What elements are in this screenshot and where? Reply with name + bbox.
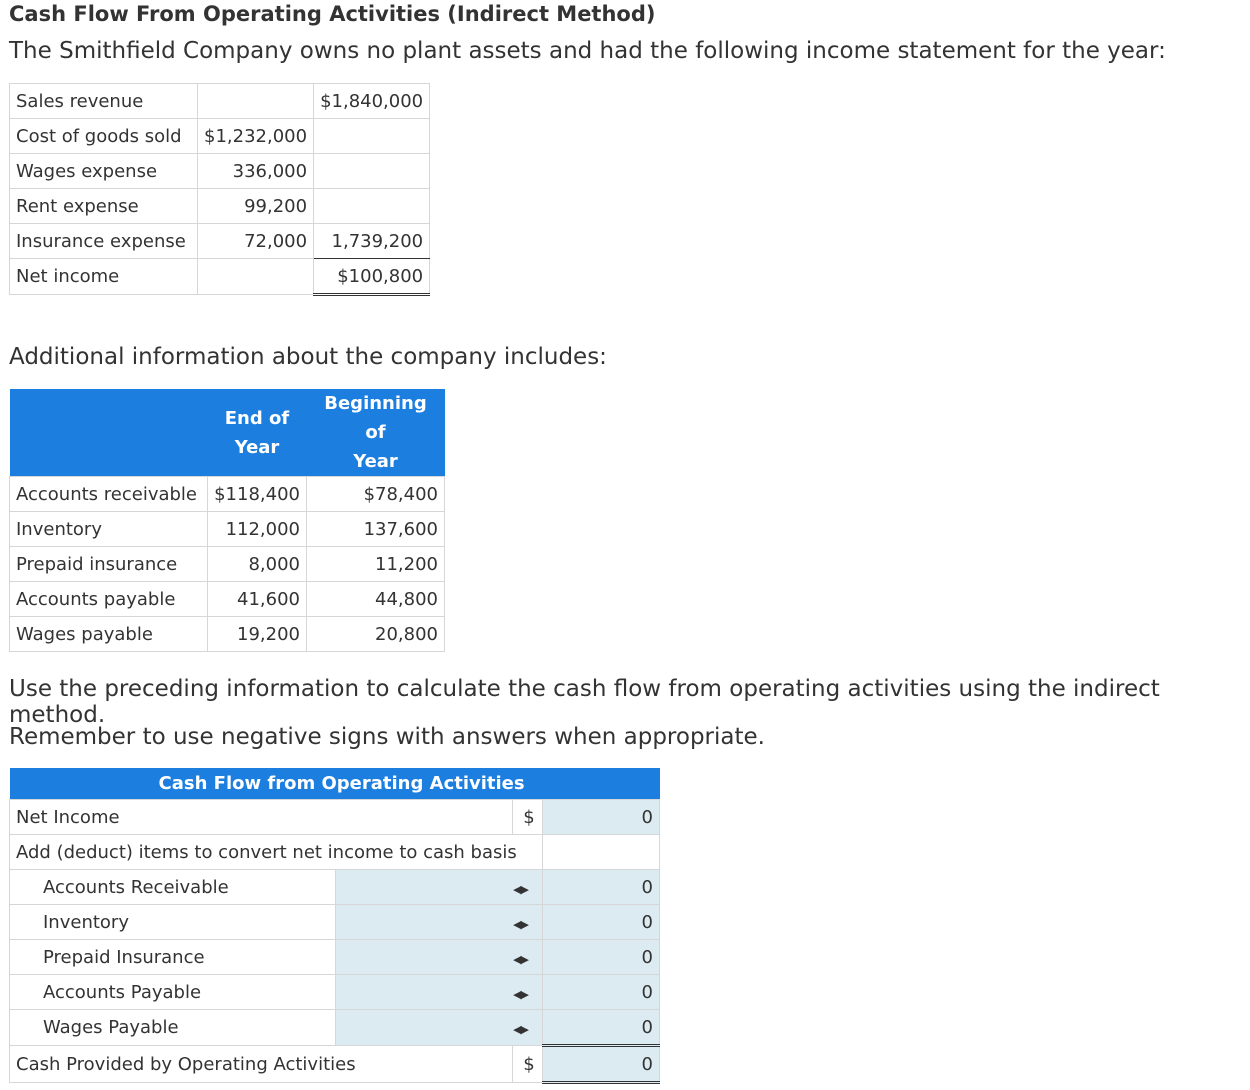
- currency-symbol: $: [513, 1046, 543, 1083]
- select-arrows-icon: ◀▶: [513, 917, 528, 931]
- begin-value: $78,400: [307, 477, 445, 512]
- table-row: [10, 582, 445, 617]
- col2-value: [314, 189, 430, 224]
- col1-value: [198, 84, 314, 119]
- table-row: [10, 617, 445, 652]
- begin-value: 11,200: [307, 547, 445, 582]
- table-row: [10, 119, 430, 154]
- increase-decrease-select[interactable]: [336, 975, 543, 1010]
- row-label: Rent expense: [10, 189, 198, 224]
- adjust-item-row: [10, 975, 660, 1010]
- item-label: Prepaid Insurance: [10, 940, 336, 975]
- row-label: Insurance expense: [10, 224, 198, 259]
- item-label: Wages Payable: [10, 1010, 336, 1046]
- net-income-input[interactable]: 0: [543, 800, 660, 835]
- adjust-item-row: [10, 940, 660, 975]
- header-beginning-of-year: [307, 389, 445, 477]
- adjust-item-row: [10, 870, 660, 905]
- total-input[interactable]: 0: [543, 1046, 660, 1083]
- adjust-label: Add (deduct) items to convert net income to cash basis: [10, 835, 543, 870]
- header-end-line2: Year: [234, 436, 280, 458]
- table-row: [10, 84, 430, 119]
- row-label: Accounts receivable: [10, 477, 208, 512]
- col2-value: [314, 154, 430, 189]
- col1-value: 99,200: [198, 189, 314, 224]
- additional-heading: Additional information about the company includes:: [9, 344, 607, 370]
- item-label: Accounts Payable: [10, 975, 336, 1010]
- begin-value: 44,800: [307, 582, 445, 617]
- table-row: [10, 224, 430, 259]
- cash-flow-table: [9, 768, 660, 1084]
- row-label: Sales revenue: [10, 84, 198, 119]
- row-label: Inventory: [10, 512, 208, 547]
- amount-input[interactable]: 0: [543, 1010, 660, 1046]
- table-row: [10, 259, 430, 295]
- page-title: Cash Flow From Operating Activities (Indirect Method): [9, 2, 656, 26]
- row-label: Accounts payable: [10, 582, 208, 617]
- total-row: [10, 1046, 660, 1083]
- cash-flow-header-text: Cash Flow from Operating Activities: [158, 773, 525, 794]
- intro-text: The Smithfield Company owns no plant assets and had the following income statement for the year:: [9, 38, 1166, 64]
- amount-input[interactable]: 0: [543, 940, 660, 975]
- header-row: [10, 389, 445, 477]
- col1-value: [198, 259, 314, 295]
- total-label: Cash Provided by Operating Activities: [10, 1046, 513, 1083]
- additional-info-table: [9, 389, 445, 652]
- col1-value: 72,000: [198, 224, 314, 259]
- header-end-of-year: [208, 389, 307, 477]
- instruction-text: Remember to use negative signs with answers when appropriate.: [9, 724, 765, 750]
- row-label: Wages payable: [10, 617, 208, 652]
- end-value: 112,000: [208, 512, 307, 547]
- amount-input[interactable]: 0: [543, 975, 660, 1010]
- col2-value: [314, 119, 430, 154]
- row-label: Net income: [10, 259, 198, 295]
- end-value: 41,600: [208, 582, 307, 617]
- end-value: 19,200: [208, 617, 307, 652]
- row-label: Prepaid insurance: [10, 547, 208, 582]
- col2-value: 1,739,200: [314, 224, 430, 259]
- increase-decrease-select[interactable]: [336, 870, 543, 905]
- header-end-line1: End of: [224, 407, 290, 429]
- row-label: Cost of goods sold: [10, 119, 198, 154]
- table-row: [10, 189, 430, 224]
- item-label: Inventory: [10, 905, 336, 940]
- table-row: [10, 477, 445, 512]
- begin-value: 20,800: [307, 617, 445, 652]
- end-value: 8,000: [208, 547, 307, 582]
- table-row: [10, 512, 445, 547]
- end-value: $118,400: [208, 477, 307, 512]
- amount-input[interactable]: 0: [543, 870, 660, 905]
- table-row: [10, 154, 430, 189]
- begin-value: 137,600: [307, 512, 445, 547]
- table-row: [10, 547, 445, 582]
- income-statement-table: [9, 83, 430, 296]
- col1-value: 336,000: [198, 154, 314, 189]
- select-arrows-icon: ◀▶: [513, 882, 528, 896]
- item-label: Accounts Receivable: [10, 870, 336, 905]
- increase-decrease-select[interactable]: [336, 940, 543, 975]
- header-begin-line1: Beginning of: [324, 393, 427, 443]
- adjust-row: [10, 835, 660, 870]
- header-blank: [10, 389, 208, 477]
- adjust-item-row: [10, 1010, 660, 1046]
- header-row: [10, 768, 660, 800]
- select-arrows-icon: ◀▶: [513, 1023, 528, 1036]
- col2-value: $100,800: [314, 259, 430, 295]
- increase-decrease-select[interactable]: [336, 905, 543, 940]
- select-arrows-icon: ◀▶: [513, 952, 528, 966]
- col2-value: $1,840,000: [314, 84, 430, 119]
- blank-cell: [543, 835, 660, 870]
- currency-symbol: $: [513, 800, 543, 835]
- adjust-item-row: [10, 905, 660, 940]
- net-income-row: [10, 800, 660, 835]
- instruction-text: Use the preceding information to calculate the cash flow from operating activities using the indirect method.: [9, 676, 1160, 728]
- increase-decrease-select[interactable]: [336, 1010, 543, 1046]
- row-label: Wages expense: [10, 154, 198, 189]
- cash-flow-header: [10, 768, 660, 800]
- net-income-label: Net Income: [10, 800, 513, 835]
- col1-value: $1,232,000: [198, 119, 314, 154]
- select-arrows-icon: ◀▶: [513, 987, 528, 1001]
- header-begin-line2: Year: [353, 451, 398, 472]
- amount-input[interactable]: 0: [543, 905, 660, 940]
